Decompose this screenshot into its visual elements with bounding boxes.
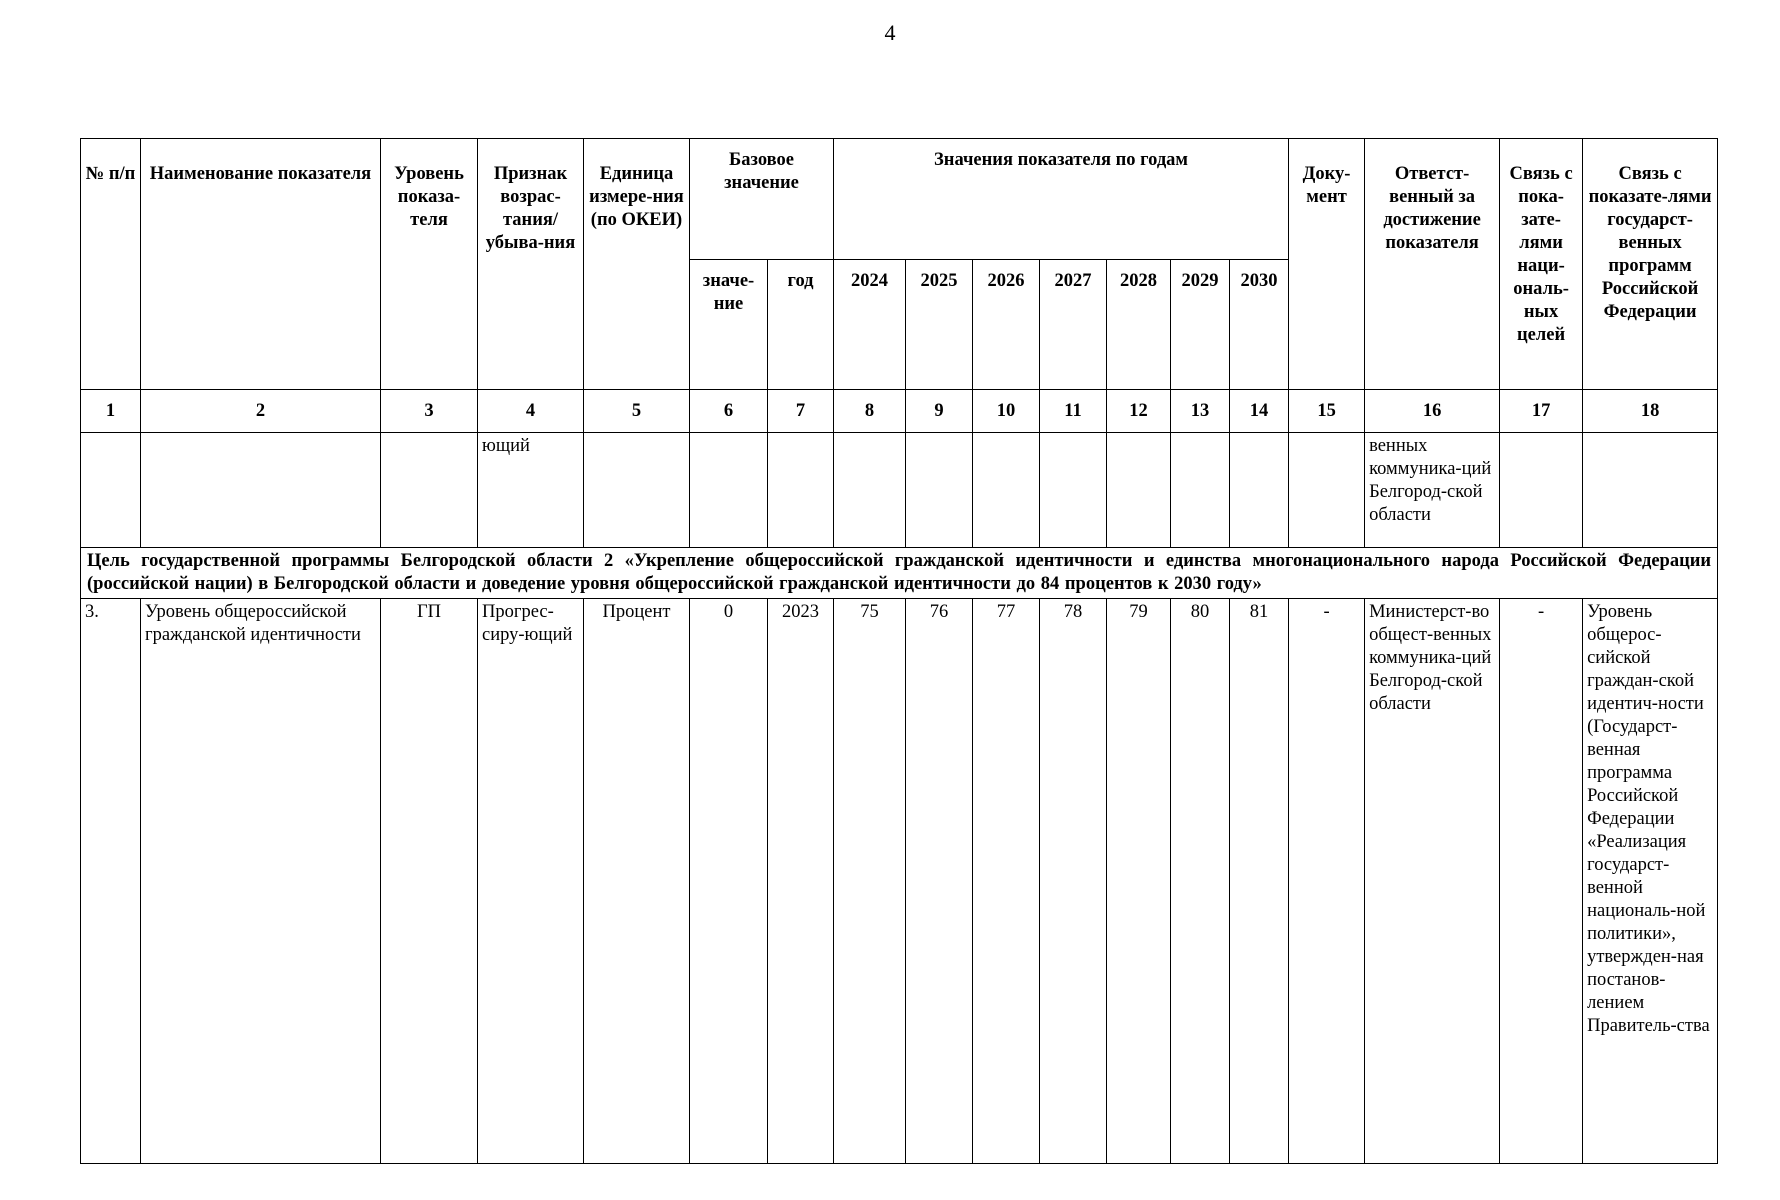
row-unit: Процент (584, 599, 690, 1164)
row-link-gp: Уровень общерос-сийской граждан-ской идентич-ности (Государст-венная программа Российской Федерации «Реализация государст-венной националь-ной политики», утвержден-ная постанов-лением Правитель-ства (1583, 599, 1718, 1164)
row-sign: Прогрес-сиру-ющий (478, 599, 584, 1164)
empty-cell (1583, 433, 1718, 548)
header-num: № п/п (81, 139, 141, 390)
empty-cell (973, 433, 1040, 548)
column-number: 13 (1171, 390, 1230, 433)
continuation-row (81, 433, 1718, 548)
continuation-sign: ющий (478, 433, 584, 548)
header-unit: Единица измере-ния (по ОКЕИ) (584, 139, 690, 390)
header-responsible: Ответст-венный за достижение показателя (1365, 139, 1500, 390)
header-doc: Доку-мент (1289, 139, 1365, 390)
empty-cell (141, 433, 381, 548)
empty-cell (1500, 433, 1583, 548)
column-number: 18 (1583, 390, 1718, 433)
header-year: 2027 (1040, 260, 1107, 390)
column-number: 7 (768, 390, 834, 433)
row-base-value: 0 (690, 599, 768, 1164)
header-sign: Признак возрас-тания/ убыва-ния (478, 139, 584, 390)
row-value-2030: 81 (1230, 599, 1289, 1164)
empty-cell (906, 433, 973, 548)
column-number: 5 (584, 390, 690, 433)
column-number: 3 (381, 390, 478, 433)
row-name: Уровень общероссийской гражданской идентичности (141, 599, 381, 1164)
empty-cell (834, 433, 906, 548)
row-doc: - (1289, 599, 1365, 1164)
empty-cell (1289, 433, 1365, 548)
row-value-2029: 80 (1171, 599, 1230, 1164)
row-value-2024: 75 (834, 599, 906, 1164)
goal-row (81, 548, 1718, 599)
header-year: 2024 (834, 260, 906, 390)
empty-cell (381, 433, 478, 548)
goal-text: Цель государственной программы Белгородской области 2 «Укрепление общероссийской гражданской идентичности и единства многонационального народа Российской Федерации (российской нации) в Белгородской области и доведение уровня общероссийской гражданской идентичности до 84 процентов к 2030 году» (81, 548, 1718, 599)
column-number: 8 (834, 390, 906, 433)
header-year: 2026 (973, 260, 1040, 390)
empty-cell (1230, 433, 1289, 548)
row-base-year: 2023 (768, 599, 834, 1164)
empty-cell (1040, 433, 1107, 548)
header-base-year: год (768, 260, 834, 390)
column-number: 4 (478, 390, 584, 433)
table-row (81, 599, 1718, 1164)
row-link-national: - (1500, 599, 1583, 1164)
column-number-row (81, 390, 1718, 433)
page-number: 4 (884, 20, 896, 45)
header-link-gp: Связь с показате-лями государст-венных программ Российской Федерации (1583, 139, 1718, 390)
row-responsible: Министерст-во общест-венных коммуника-ций Белгород-ской области (1365, 599, 1500, 1164)
header-base-value: значе-ние (690, 260, 768, 390)
empty-cell (81, 433, 141, 548)
header-year: 2028 (1107, 260, 1171, 390)
continuation-responsible: венных коммуника-ций Белгород-ской области (1365, 433, 1500, 548)
column-number: 2 (141, 390, 381, 433)
column-number: 10 (973, 390, 1040, 433)
header-year: 2025 (906, 260, 973, 390)
empty-cell (768, 433, 834, 548)
row-value-2027: 78 (1040, 599, 1107, 1164)
indicators-table (80, 138, 1718, 1164)
empty-cell (1171, 433, 1230, 548)
header-year: 2029 (1171, 260, 1230, 390)
row-value-2028: 79 (1107, 599, 1171, 1164)
column-number: 6 (690, 390, 768, 433)
column-number: 17 (1500, 390, 1583, 433)
header-values: Значения показателя по годам (834, 139, 1289, 260)
header-name: Наименование показателя (141, 139, 381, 390)
column-number: 15 (1289, 390, 1365, 433)
header-row-1 (81, 139, 1718, 260)
column-number: 9 (906, 390, 973, 433)
column-number: 1 (81, 390, 141, 433)
row-value-2025: 76 (906, 599, 973, 1164)
column-number: 12 (1107, 390, 1171, 433)
row-num: 3. (81, 599, 141, 1164)
empty-cell (1107, 433, 1171, 548)
header-level: Уровень показа-теля (381, 139, 478, 390)
empty-cell (690, 433, 768, 548)
empty-cell (584, 433, 690, 548)
column-number: 14 (1230, 390, 1289, 433)
row-level: ГП (381, 599, 478, 1164)
header-link-national: Связь с пока-зате-лями наци-ональ-ных целей (1500, 139, 1583, 390)
header-base: Базовое значение (690, 139, 834, 260)
column-number: 16 (1365, 390, 1500, 433)
column-number: 11 (1040, 390, 1107, 433)
header-year: 2030 (1230, 260, 1289, 390)
row-value-2026: 77 (973, 599, 1040, 1164)
